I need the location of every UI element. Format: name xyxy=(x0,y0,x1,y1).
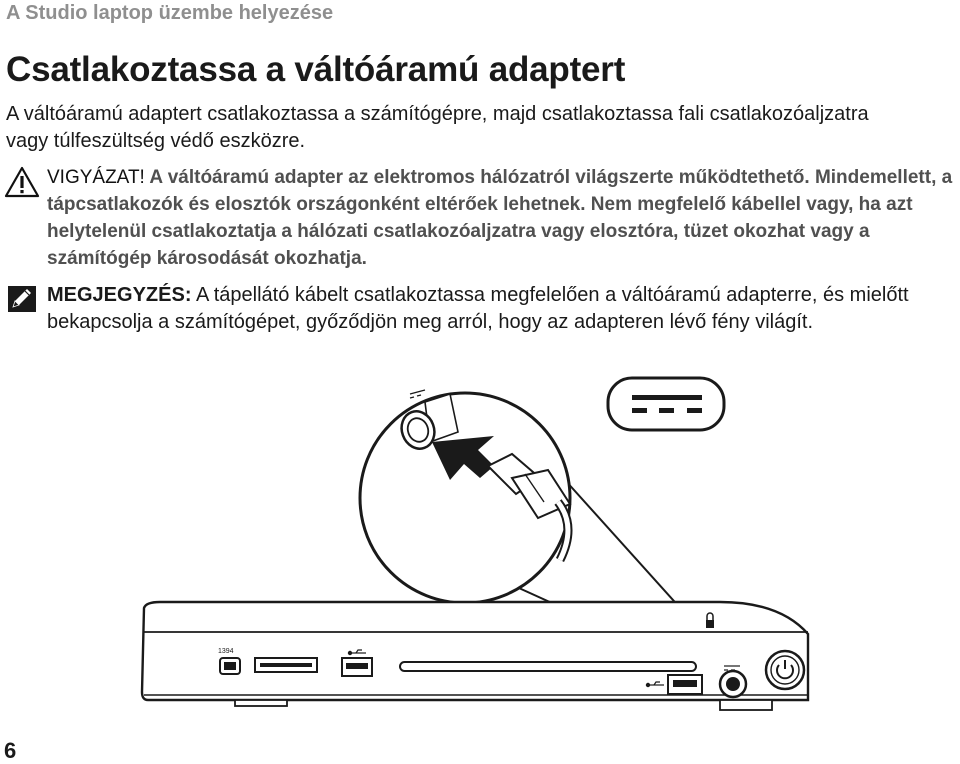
laptop-side-view xyxy=(142,602,808,710)
caution-label: VIGYÁZAT! xyxy=(47,167,145,188)
section-header: A Studio laptop üzembe helyezése xyxy=(6,2,334,24)
page-title: Csatlakoztassa a váltóáramú adaptert xyxy=(6,50,626,89)
firewire-label: 1394 xyxy=(218,648,234,655)
optical-drive-slot xyxy=(400,662,696,671)
intro-paragraph: A váltóáramú adaptert csatlakoztassa a számítógépre, majd csatlakoztassa fali csatlakozóaljzatra vagy túlfeszültség védő eszközre. xyxy=(6,103,869,152)
caution-block xyxy=(47,164,957,272)
magnified-port-view xyxy=(360,390,570,603)
note-pencil-icon xyxy=(7,285,37,313)
laptop-adapter-illustration xyxy=(140,370,958,722)
note-label: MEGJEGYZÉS: xyxy=(47,284,192,306)
warning-triangle-icon xyxy=(4,166,40,198)
dc-power-symbol-icon xyxy=(608,378,724,430)
caution-text: A váltóáramú adapter az elektromos hálózatról világszerte működtethető. Mindemellett, a tápcsatlakozók és elosztók országonként eltérőek lehetnek. Nem megfelelő kábellel vagy, ha azt helytelenül csatlakoztatja a hálózati csatlakozóaljzatra vagy elosztóra, tüzet okozhat vagy a számítógép károsodását okozhatja. xyxy=(47,167,953,269)
power-button-icon xyxy=(766,651,804,689)
note-block xyxy=(47,282,957,336)
note-text: A tápellátó kábelt csatlakoztassa megfelelően a váltóáramú adapterre, és mielőtt bekapcsolja a számítógépet, győződjön meg arról, hogy az adapteren lévő fény világít. xyxy=(47,284,909,333)
page-number: 6 xyxy=(4,738,17,763)
